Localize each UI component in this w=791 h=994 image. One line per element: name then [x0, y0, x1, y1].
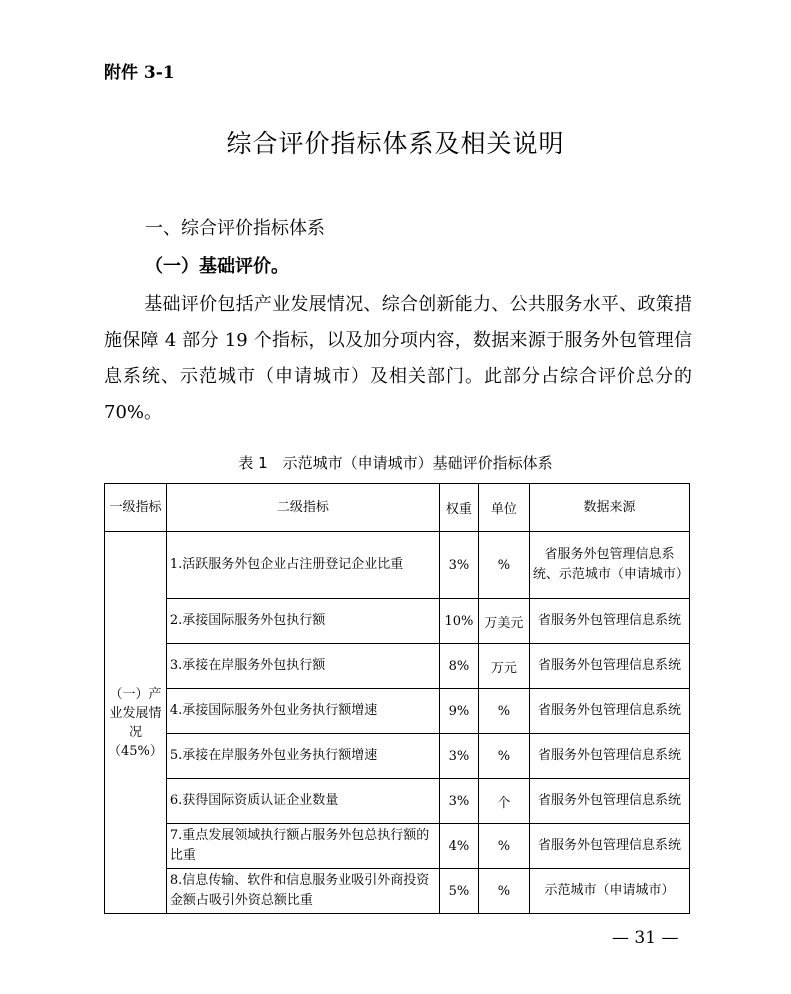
source-cell: 省服务外包管理信息系统: [529, 689, 689, 734]
indicator-cell: 1.活跃服务外包企业占注册登记企业比重: [166, 532, 439, 599]
page-number: — 31 —: [612, 928, 679, 948]
table-header-row: [105, 484, 690, 532]
body-paragraph: [104, 287, 692, 431]
table-row: [105, 532, 690, 599]
source-cell: 省服务外包管理信息系统: [529, 644, 689, 689]
source-cell: 省服务外包管理信息系统: [529, 599, 689, 644]
indicator-cell: 2.承接国际服务外包执行额: [166, 599, 439, 644]
header-unit: 单位: [478, 484, 529, 532]
weight-cell: 3%: [439, 779, 478, 824]
table-caption: 表 1 示范城市（申请城市）基础评价指标体系: [238, 454, 553, 472]
weight-cell: 10%: [439, 599, 478, 644]
unit-cell: %: [478, 869, 529, 914]
source-cell: 示范城市（申请城市）: [529, 869, 689, 914]
header-weight: 权重: [439, 484, 478, 532]
weight-cell: 8%: [439, 644, 478, 689]
document-title: 综合评价指标体系及相关说明: [226, 129, 565, 158]
attachment-label: 附件 3-1: [104, 63, 175, 83]
source-cell: 省服务外包管理信息系统: [529, 734, 689, 779]
weight-cell: 5%: [439, 869, 478, 914]
indicator-table: [104, 483, 690, 914]
table-row: [105, 824, 690, 869]
indicator-cell: 3.承接在岸服务外包执行额: [166, 644, 439, 689]
unit-cell: 万美元: [478, 599, 529, 644]
source-cell: 省服务外包管理信息系统: [529, 824, 689, 869]
table-row: [105, 644, 690, 689]
weight-cell: 3%: [439, 532, 478, 599]
indicator-cell: 6.获得国际资质认证企业数量: [166, 779, 439, 824]
unit-cell: %: [478, 824, 529, 869]
table-row: [105, 689, 690, 734]
table-row: [105, 779, 690, 824]
unit-cell: 个: [478, 779, 529, 824]
source-cell: 省服务外包管理信息系统、示范城市（申请城市）: [529, 532, 689, 599]
indicator-cell: 7.重点发展领域执行额占服务外包总执行额的比重: [166, 824, 439, 869]
header-level1: 一级指标: [105, 484, 167, 532]
source-cell: 省服务外包管理信息系统: [529, 779, 689, 824]
indicator-cell: 8.信息传输、软件和信息服务业吸引外商投资金额占吸引外资总额比重: [166, 869, 439, 914]
weight-cell: 4%: [439, 824, 478, 869]
table-row: [105, 599, 690, 644]
paragraph-text: 基础评价包括产业发展情况、综合创新能力、公共服务水平、政策措施保障 4 部分 19 个指标，以及加分项内容，数据来源于服务外包管理信息系统、示范城市（申请城市）及相关部门。此部分占综合评价总分的 70%。: [104, 294, 692, 423]
header-source: 数据来源: [529, 484, 689, 532]
group-cell: （一）产业发展情况（45%）: [105, 532, 167, 914]
table-row: [105, 734, 690, 779]
unit-cell: %: [478, 734, 529, 779]
section-heading: 一、综合评价指标体系: [145, 218, 325, 239]
header-level2: 二级指标: [166, 484, 439, 532]
indicator-cell: 4.承接国际服务外包业务执行额增速: [166, 689, 439, 734]
subsection-heading: （一）基础评价。: [145, 256, 289, 277]
table-row: [105, 869, 690, 914]
unit-cell: %: [478, 532, 529, 599]
weight-cell: 9%: [439, 689, 478, 734]
unit-cell: %: [478, 689, 529, 734]
indicator-cell: 5.承接在岸服务外包业务执行额增速: [166, 734, 439, 779]
weight-cell: 3%: [439, 734, 478, 779]
unit-cell: 万元: [478, 644, 529, 689]
